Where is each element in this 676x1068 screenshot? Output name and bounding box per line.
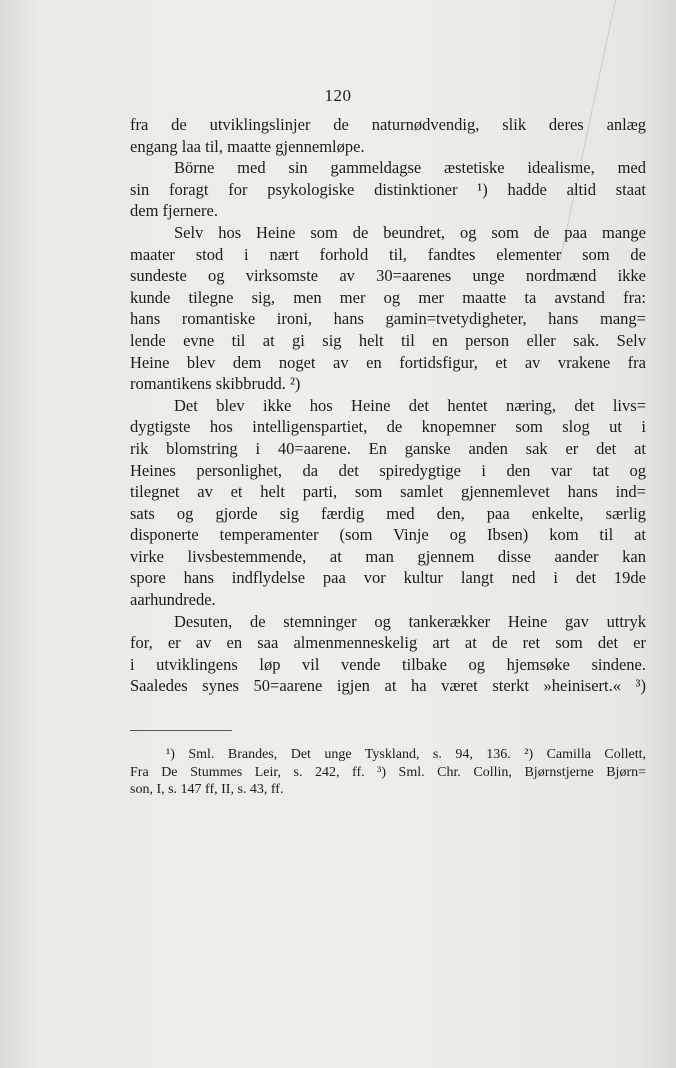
text-line: Heine blev dem noget av en fortidsfigur, et av vrakene fra <box>130 352 646 372</box>
text-line: tilegnet av et helt parti, som samlet gjennemlevet hans ind= <box>130 482 646 502</box>
text-line: kunde tilegne sig, men mer og mer maatte ta avstand fra: <box>130 287 646 307</box>
text-line: for, er av en saa almenmenneskelig art at de ret som det er <box>130 633 646 653</box>
text-line: i utviklingens løp vil vende tilbake og hjemsøke sindene. <box>130 654 646 674</box>
footnote-line: son, I, s. 147 ff, II, s. 43, ff. <box>130 782 284 798</box>
text-line: sin foragt for psykologiske distinktioner ¹) hadde altid staat <box>130 179 646 199</box>
footnote-line: Fra De Stummes Leir, s. 242, ff. ³) Sml. Chr. Collin, Bjørnstjerne Bjørn= <box>130 764 646 780</box>
text-line: sundeste og virksomste av 30=aarenes unge nordmænd ikke <box>130 266 646 286</box>
text-line: spore hans indflydelse paa vor kultur langt ned i det 19de <box>130 568 646 588</box>
body-text <box>130 114 646 697</box>
text-line: Saaledes synes 50=aarene igjen at ha været sterkt »heinisert.« ³) <box>130 676 646 696</box>
text-line: engang laa til, maatte gjennemløpe. <box>130 136 365 156</box>
text-line: dygtigste hos intelligenspartiet, de knopemner som slog ut i <box>130 417 646 437</box>
text-line: lende evne til at gi sig helt til en person eller sak. Selv <box>130 330 646 350</box>
text-line: hans romantiske ironi, hans gamin=tvetydigheter, hans mang= <box>130 309 646 329</box>
text-line: Selv hos Heine som de beundret, og som de paa mange <box>174 222 646 242</box>
footnote-line: ¹) Sml. Brandes, Det unge Tyskland, s. 94, 136. ²) Camilla Collett, <box>166 747 646 762</box>
footnotes <box>130 746 646 799</box>
text-line: Det blev ikke hos Heine det hentet næring, det livs= <box>174 395 646 415</box>
text-line: rik blomstring i 40=aarene. En ganske anden sak er det at <box>130 438 646 458</box>
text-line: maater stod i nært forhold til, fandtes elementer som de <box>130 244 646 264</box>
text-line: Heines personlighet, da det spiredygtige i den var tat og <box>130 460 646 480</box>
text-line: Desuten, de stemninger og tankerækker Heine gav uttryk <box>174 611 646 631</box>
text-line: fra de utviklingslinjer de naturnødvendig, slik deres anlæg <box>130 115 646 134</box>
text-line: virke livsbestemmende, at man gjennem disse aander kan <box>130 546 646 566</box>
text-line: disponerte temperamenter (som Vinje og Ibsen) kom til at <box>130 525 646 545</box>
text-line: sats og gjorde sig færdig med den, paa enkelte, særlig <box>130 503 646 523</box>
text-line: dem fjernere. <box>130 201 218 221</box>
text-line: Börne med sin gammeldagse æstetiske idealisme, med <box>174 158 646 178</box>
footnote-separator <box>130 730 232 731</box>
page-number: 120 <box>324 86 352 105</box>
text-line: aarhundrede. <box>130 590 216 610</box>
text-line: romantikens skibbrudd. ²) <box>130 374 301 394</box>
